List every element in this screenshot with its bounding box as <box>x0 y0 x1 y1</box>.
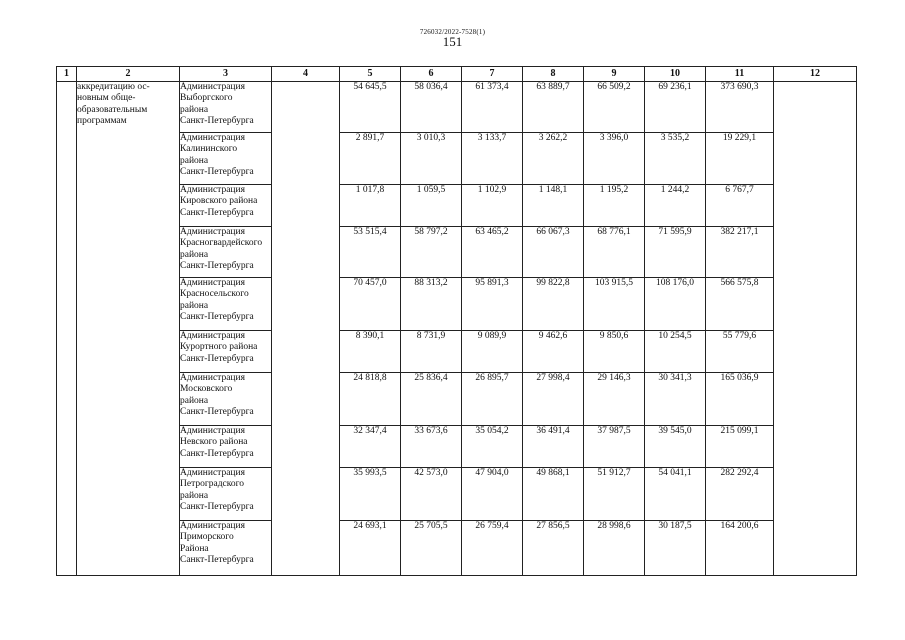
column-header-7: 7 <box>462 67 523 82</box>
value-cell-col9: 9 850,6 <box>584 331 645 373</box>
organization-cell <box>180 426 272 468</box>
value-cell-col10: 3 535,2 <box>645 133 706 185</box>
organization-name-line: Санкт-Петербурга <box>180 555 254 566</box>
value-cell-col8: 63 889,7 <box>523 82 584 133</box>
value-cell-col7: 26 759,4 <box>462 521 523 576</box>
value-cell-col5: 8 390,1 <box>340 331 401 373</box>
value-cell-col8: 36 491,4 <box>523 426 584 468</box>
organization-name-line: Санкт-Петербурга <box>180 116 254 127</box>
value-cell-col7: 26 895,7 <box>462 373 523 426</box>
document-id: 726032/2022-7528(1) <box>419 28 486 36</box>
column-header-8: 8 <box>523 67 584 82</box>
value-cell-col5: 54 645,5 <box>340 82 401 133</box>
organization-name-line: Московского <box>180 384 233 395</box>
organization-name-line: Санкт-Петербурга <box>180 502 254 513</box>
organization-cell <box>180 468 272 521</box>
value-cell-col9: 37 987,5 <box>584 426 645 468</box>
section-label-line: аккредитацию ос- <box>77 82 150 92</box>
section-label-line: новным обще- <box>77 93 136 104</box>
value-cell-col9: 1 195,2 <box>584 185 645 227</box>
organization-cell <box>180 278 272 331</box>
organization-name-line: Санкт-Петербурга <box>180 407 254 418</box>
value-cell-col6: 3 010,3 <box>401 133 462 185</box>
organization-name-line: Красносельского <box>180 289 249 300</box>
col1-cell <box>57 82 77 576</box>
value-cell-col6: 25 836,4 <box>401 373 462 426</box>
value-cell-col6: 1 059,5 <box>401 185 462 227</box>
organization-name-line: Администрация <box>180 278 245 288</box>
organization-name-line: Курортного района <box>180 342 258 353</box>
column-header-3: 3 <box>180 67 272 82</box>
organization-name-line: Администрация <box>180 373 245 383</box>
column-header-6: 6 <box>401 67 462 82</box>
value-cell-col6: 33 673,6 <box>401 426 462 468</box>
value-cell-col5: 35 993,5 <box>340 468 401 521</box>
col12-cell <box>774 82 857 576</box>
organization-name-line: Санкт-Петербурга <box>180 448 254 459</box>
column-header-10: 10 <box>645 67 706 82</box>
value-cell-col11: 382 217,1 <box>706 227 774 278</box>
value-cell-col5: 24 818,8 <box>340 373 401 426</box>
column-header-11: 11 <box>706 67 774 82</box>
column-header-2: 2 <box>77 67 180 82</box>
value-cell-col6: 42 573,0 <box>401 468 462 521</box>
value-cell-col6: 58 036,4 <box>401 82 462 133</box>
value-cell-col8: 3 262,2 <box>523 133 584 185</box>
value-cell-col9: 51 912,7 <box>584 468 645 521</box>
value-cell-col9: 3 396,0 <box>584 133 645 185</box>
value-cell-col10: 108 176,0 <box>645 278 706 331</box>
column-header-4: 4 <box>272 67 340 82</box>
value-cell-col10: 30 341,3 <box>645 373 706 426</box>
value-cell-col9: 29 146,3 <box>584 373 645 426</box>
value-cell-col7: 47 904,0 <box>462 468 523 521</box>
value-cell-col7: 3 133,7 <box>462 133 523 185</box>
organization-name-line: Администрация <box>180 521 245 531</box>
section-label-line: образовательным <box>77 104 148 115</box>
value-cell-col11: 215 099,1 <box>706 426 774 468</box>
organization-name-line: Санкт-Петербурга <box>180 167 254 178</box>
value-cell-col6: 25 705,5 <box>401 521 462 576</box>
value-cell-col8: 9 462,6 <box>523 331 584 373</box>
value-cell-col8: 1 148,1 <box>523 185 584 227</box>
organization-name-line: района <box>180 300 209 311</box>
organization-name-line: района <box>180 395 209 406</box>
value-cell-col11: 19 229,1 <box>706 133 774 185</box>
value-cell-col5: 53 515,4 <box>340 227 401 278</box>
value-cell-col6: 58 797,2 <box>401 227 462 278</box>
value-cell-col11: 282 292,4 <box>706 468 774 521</box>
value-cell-col8: 99 822,8 <box>523 278 584 331</box>
organization-name-line: Администрация <box>180 331 245 341</box>
column-header-12: 12 <box>774 67 857 82</box>
table-row <box>57 82 857 133</box>
value-cell-col10: 39 545,0 <box>645 426 706 468</box>
organization-cell <box>180 373 272 426</box>
value-cell-col8: 49 868,1 <box>523 468 584 521</box>
organization-name-line: Санкт-Петербурга <box>180 261 254 272</box>
organization-name-line: района <box>180 490 209 501</box>
budget-table <box>56 66 857 576</box>
value-cell-col11: 373 690,3 <box>706 82 774 133</box>
organization-name-line: Администрация <box>180 468 245 478</box>
column-header-row <box>57 67 857 82</box>
value-cell-col5: 32 347,4 <box>340 426 401 468</box>
page-number: 151 <box>442 34 463 49</box>
value-cell-col7: 61 373,4 <box>462 82 523 133</box>
value-cell-col7: 1 102,9 <box>462 185 523 227</box>
value-cell-col9: 66 509,2 <box>584 82 645 133</box>
value-cell-col5: 70 457,0 <box>340 278 401 331</box>
value-cell-col7: 35 054,2 <box>462 426 523 468</box>
section-label-line: программам <box>77 116 127 127</box>
value-cell-col10: 10 254,5 <box>645 331 706 373</box>
organization-cell <box>180 227 272 278</box>
value-cell-col8: 27 856,5 <box>523 521 584 576</box>
col4-cell <box>272 82 340 576</box>
organization-name-line: Калининского <box>180 144 238 155</box>
organization-name-line: района <box>180 155 209 166</box>
value-cell-col10: 71 595,9 <box>645 227 706 278</box>
organization-name-line: Санкт-Петербурга <box>180 353 254 364</box>
value-cell-col10: 69 236,1 <box>645 82 706 133</box>
section-label-cell <box>77 82 180 576</box>
organization-cell <box>180 82 272 133</box>
value-cell-col10: 54 041,1 <box>645 468 706 521</box>
value-cell-col10: 30 187,5 <box>645 521 706 576</box>
organization-cell <box>180 133 272 185</box>
organization-name-line: Красногвардейского <box>180 238 263 249</box>
organization-cell <box>180 331 272 373</box>
column-header-9: 9 <box>584 67 645 82</box>
organization-name-line: Приморского <box>180 532 234 543</box>
value-cell-col11: 6 767,7 <box>706 185 774 227</box>
value-cell-col11: 164 200,6 <box>706 521 774 576</box>
value-cell-col7: 95 891,3 <box>462 278 523 331</box>
organization-name-line: Района <box>180 543 209 554</box>
column-header-5: 5 <box>340 67 401 82</box>
organization-name-line: Кировского района <box>180 196 258 207</box>
value-cell-col8: 27 998,4 <box>523 373 584 426</box>
value-cell-col10: 1 244,2 <box>645 185 706 227</box>
value-cell-col9: 68 776,1 <box>584 227 645 278</box>
value-cell-col7: 9 089,9 <box>462 331 523 373</box>
organization-name-line: Невского района <box>180 437 248 448</box>
organization-name-line: Санкт-Петербурга <box>180 207 254 218</box>
column-header-1: 1 <box>57 67 77 82</box>
organization-name-line: Администрация <box>180 82 245 92</box>
value-cell-col9: 28 998,6 <box>584 521 645 576</box>
value-cell-col11: 55 779,6 <box>706 331 774 373</box>
organization-name-line: Администрация <box>180 426 245 436</box>
value-cell-col7: 63 465,2 <box>462 227 523 278</box>
organization-name-line: Выборгского <box>180 93 233 104</box>
organization-name-line: района <box>180 104 209 115</box>
organization-cell <box>180 185 272 227</box>
value-cell-col6: 88 313,2 <box>401 278 462 331</box>
organization-name-line: Администрация <box>180 227 245 237</box>
value-cell-col6: 8 731,9 <box>401 331 462 373</box>
organization-cell <box>180 521 272 576</box>
value-cell-col8: 66 067,3 <box>523 227 584 278</box>
organization-name-line: Санкт-Петербурга <box>180 312 254 323</box>
organization-name-line: района <box>180 249 209 260</box>
organization-name-line: Администрация <box>180 133 245 143</box>
value-cell-col5: 24 693,1 <box>340 521 401 576</box>
table-body <box>57 82 857 576</box>
organization-name-line: Администрация <box>180 185 245 195</box>
value-cell-col5: 2 891,7 <box>340 133 401 185</box>
value-cell-col11: 165 036,9 <box>706 373 774 426</box>
value-cell-col11: 566 575,8 <box>706 278 774 331</box>
value-cell-col9: 103 915,5 <box>584 278 645 331</box>
value-cell-col5: 1 017,8 <box>340 185 401 227</box>
organization-name-line: Петроградского <box>180 479 245 490</box>
